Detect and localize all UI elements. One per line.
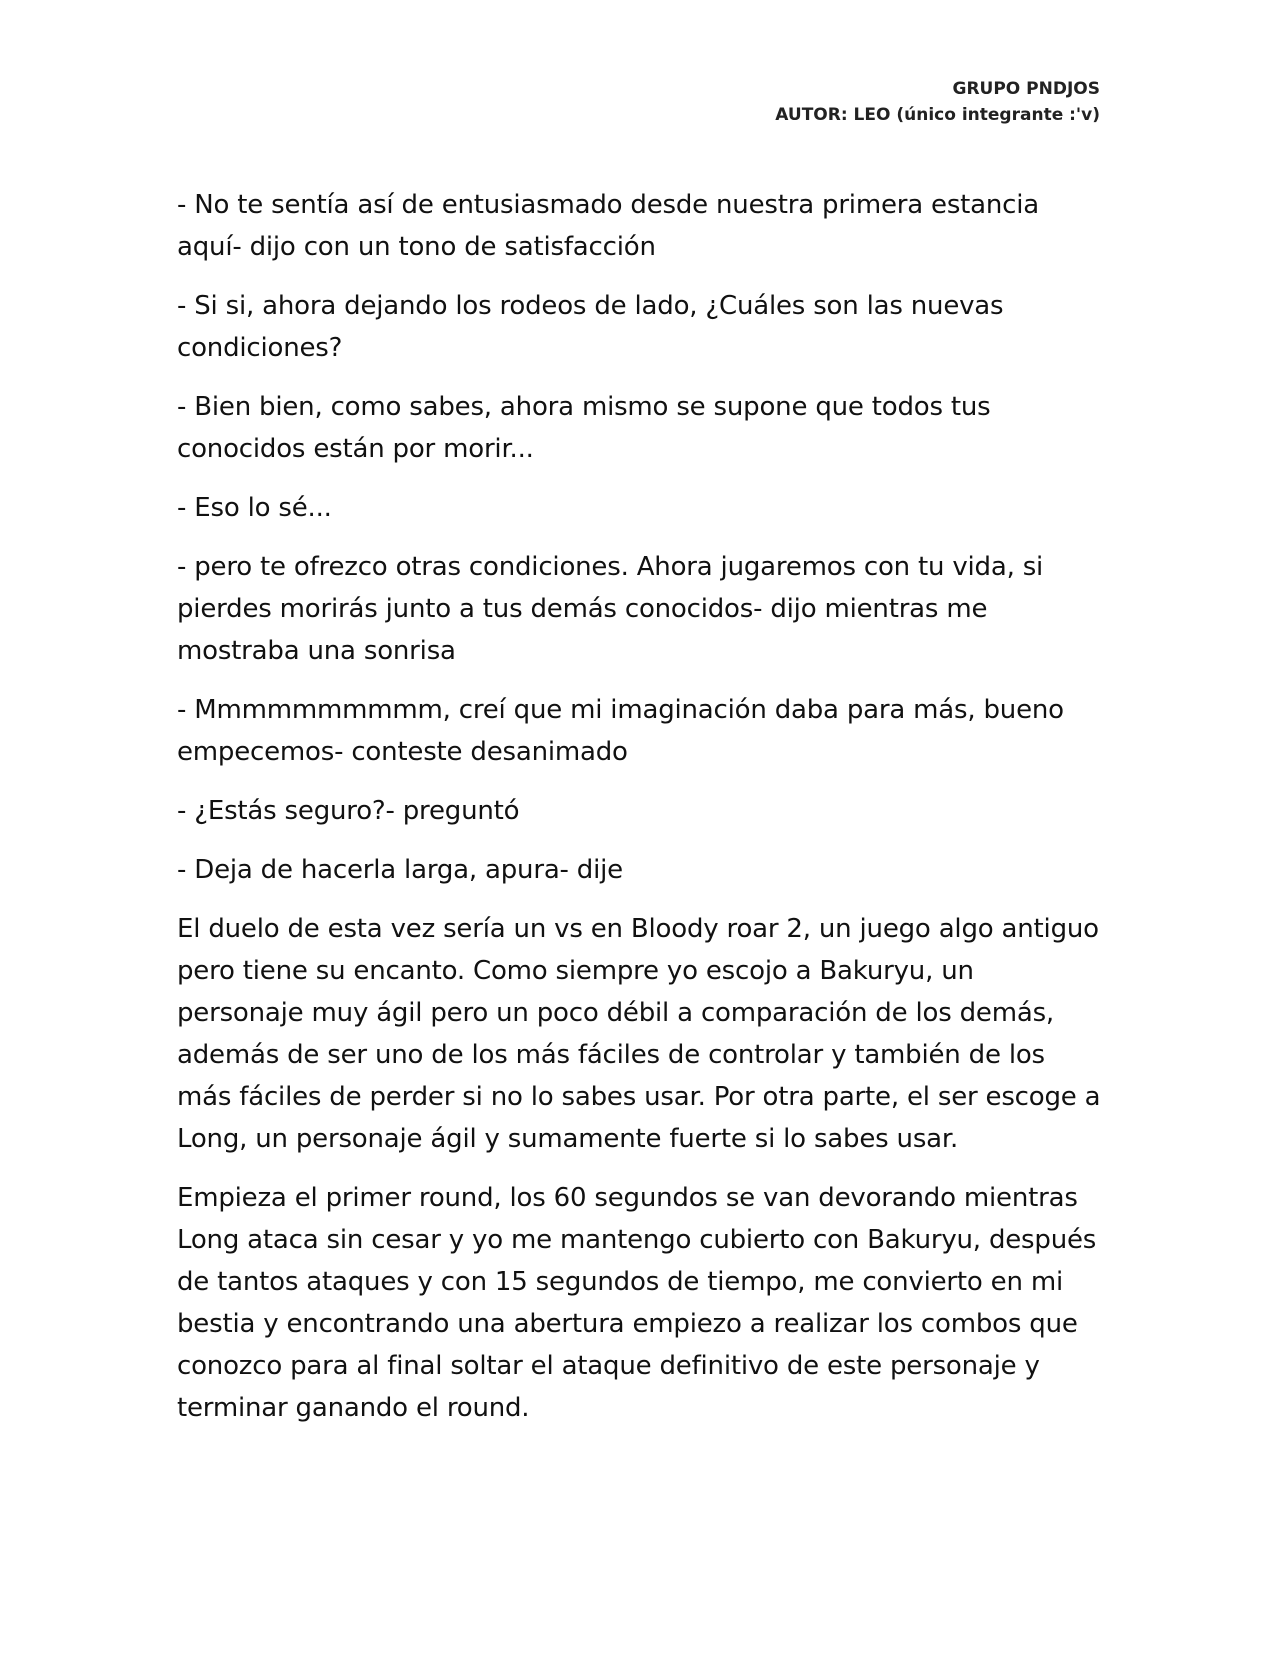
paragraph: - Eso lo sé... [177,493,332,523]
paragraph: Empieza el primer round, los 60 segundos se van devorando mientras Long ataca sin cesar y yo me mantengo cubierto con Bakuryu, después de tantos ataques y con 15 segundos de tiempo, me convierto en mi bestia y encontrando una abertura empiezo a realizar los combos que conozco para al final soltar el ataque definitivo de este personaje y terminar ganando el round. [177,1183,1097,1423]
paragraph: - No te sentía así de entusiasmado desde nuestra primera estancia aquí- dijo con un tono de satisfacción [177,190,1040,262]
document-body [177,184,1107,1446]
paragraph: - Si si, ahora dejando los rodeos de lado, ¿Cuáles son las nuevas condiciones? [177,291,1004,363]
paragraph: - ¿Estás seguro?- preguntó [177,796,520,826]
author-line: AUTOR: LEO (único integrante :'v) [775,105,1100,125]
page-header [775,76,1100,128]
paragraph: - Mmmmmmmmmm, creí que mi imaginación daba para más, bueno empecemos- conteste desanimado [177,695,1064,767]
paragraph: - pero te ofrezco otras condiciones. Ahora jugaremos con tu vida, si pierdes morirás junto a tus demás conocidos- dijo mientras me mostraba una sonrisa [177,552,1044,666]
paragraph: - Deja de hacerla larga, apura- dije [177,855,623,885]
group-name: GRUPO PNDJOS [952,79,1100,99]
paragraph: El duelo de esta vez sería un vs en Bloody roar 2, un juego algo antiguo pero tiene su encanto. Como siempre yo escojo a Bakuryu, un personaje muy ágil pero un poco débil a comparación de los demás, además de ser uno de los más fáciles de controlar y también de los más fáciles de perder si no lo sabes usar. Por otra parte, el ser escoge a Long, un personaje ágil y sumamente fuerte si lo sabes usar. [177,914,1101,1154]
paragraph: - Bien bien, como sabes, ahora mismo se supone que todos tus conocidos están por morir... [177,392,991,464]
